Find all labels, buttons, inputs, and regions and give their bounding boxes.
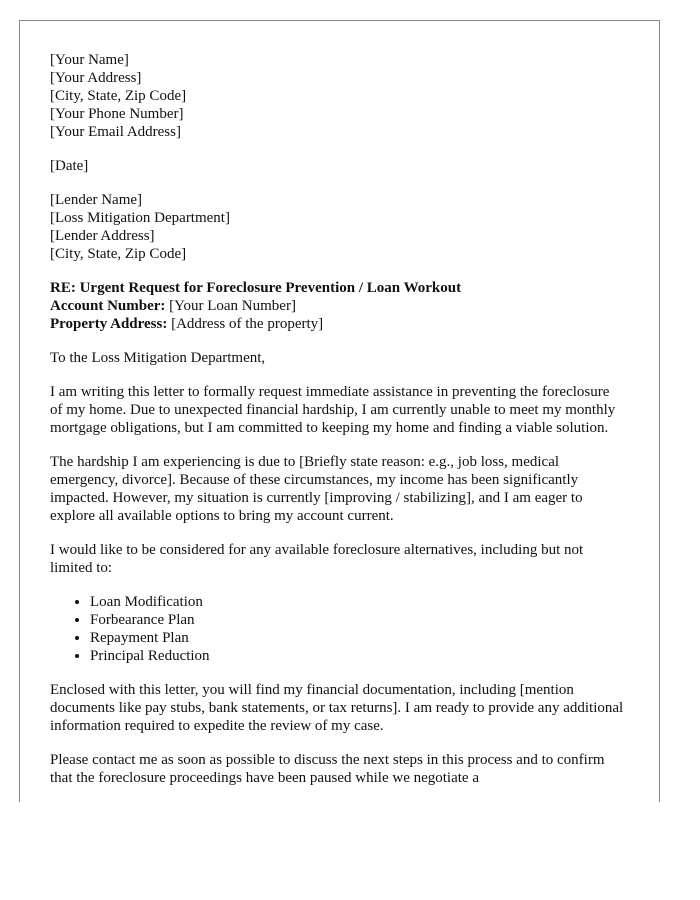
body-paragraph-2: The hardship I am experiencing is due to [Briefly state reason: e.g., job loss, medical emergency, divorce]. Because of these circumstances, my income has been significantly impacted. However, my situation is currently [improving / stabilizing], and I am eager to explore all available options to bring my account current. [50,454,583,524]
sender-phone: [Your Phone Number] [50,106,184,122]
list-item: • Repayment Plan [90,629,625,647]
body-paragraph-1: I am writing this letter to formally request immediate assistance in preventing the foreclosure of my home. Due to unexpected financial hardship, I am currently unable to meet my monthly mortgage obligations, but I am committed to keeping my home and finding a viable solution. [50,384,616,436]
account-label: Account Number: [50,298,166,314]
re-block [50,279,625,333]
account-value: [Your Loan Number] [165,298,296,314]
letter-page [19,20,660,802]
property-label: Property Address: [50,316,168,332]
list-item: • Principal Reduction [90,647,625,665]
recipient-name: [Lender Name] [50,192,143,208]
date-block [50,157,625,175]
sender-city: [City, State, Zip Code] [50,88,187,104]
options-list [50,593,625,665]
closing-paragraph-2: Please contact me as soon as possible to discuss the next steps in this process and to confirm that the foreclosure proceedings have been paused while we negotiate a [50,752,605,786]
list-item: • Loan Modification [90,593,625,611]
sender-block [50,51,625,141]
sender-address: [Your Address] [50,70,142,86]
property-value: [Address of the property] [167,316,324,332]
recipient-city: [City, State, Zip Code] [50,246,187,262]
body-paragraph-3: I would like to be considered for any available foreclosure alternatives, including but not limited to: [50,542,584,576]
re-subject: RE: Urgent Request for Foreclosure Prevention / Loan Workout [50,280,462,296]
list-item: • Forbearance Plan [90,611,625,629]
salutation: To the Loss Mitigation Department, [50,350,266,366]
letter-date: [Date] [50,158,89,174]
sender-name: [Your Name] [50,52,129,68]
recipient-address: [Lender Address] [50,228,155,244]
recipient-block [50,191,625,263]
closing-paragraph-1: Enclosed with this letter, you will find my financial documentation, including [mention documents like pay stubs, bank statements, or tax returns]. I am ready to provide any additional information required to expedite the review of my case. [50,682,624,734]
recipient-department: [Loss Mitigation Department] [50,210,230,226]
sender-email: [Your Email Address] [50,124,181,140]
letter-content [50,51,625,802]
